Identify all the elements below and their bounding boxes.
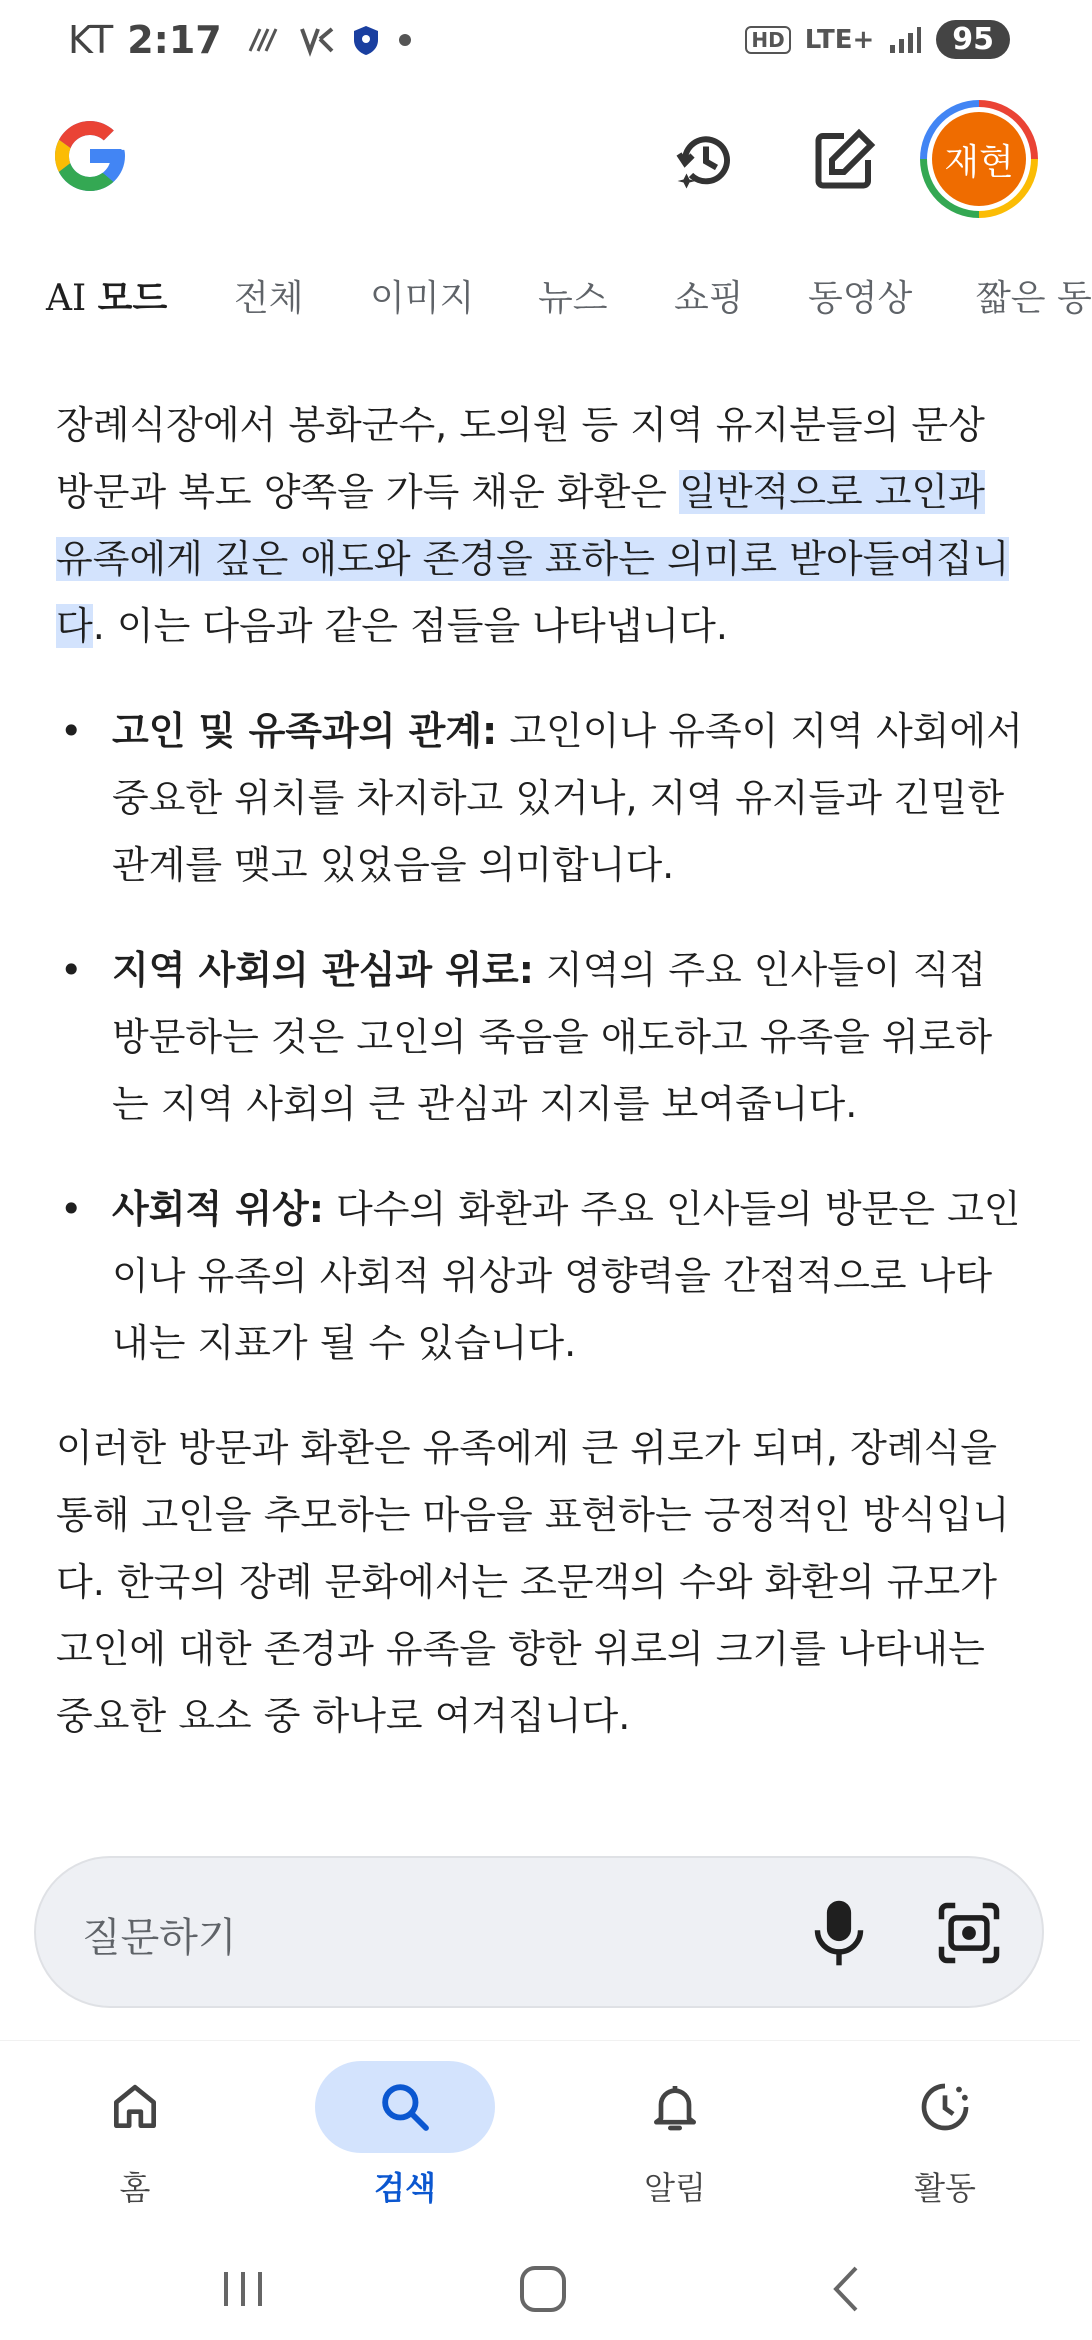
list-item <box>56 937 1026 1138</box>
bottom-navigation <box>0 2040 1080 2261</box>
status-bar <box>0 0 1080 84</box>
ask-input[interactable]: 질문하기 <box>82 1915 237 1961</box>
notification-icons <box>248 24 412 56</box>
closing-paragraph: 이러한 방문과 화환은 유족에게 큰 위로가 되며, 장례식을 통해 고인을 추모하는 마음을 표현하는 긍정적인 방식입니다. 한국의 장례 문화에서는 조문객의 수와 화환의 규모가 고인에 대한 존경과 유족을 향한 위로의 크기를 나타내는 중요한 요소 중 하나로 여겨집니다. <box>56 1426 1010 1738</box>
bullet-icon: • <box>60 709 83 753</box>
avatar-ring <box>927 107 1031 211</box>
microphone-icon[interactable] <box>806 1898 872 1968</box>
nav-home-label: 홈 <box>119 2169 151 2207</box>
home-icon <box>107 2079 163 2135</box>
point-title: 지역 사회의 관심과 위로: <box>112 948 534 992</box>
signal-stripes-icon <box>248 27 282 53</box>
tab-shopping[interactable]: 쇼핑 <box>674 278 744 319</box>
google-logo-icon[interactable] <box>48 114 132 198</box>
nav-notifications[interactable] <box>575 2061 775 2209</box>
system-navigation <box>0 2240 1080 2340</box>
key-points-list <box>56 698 1026 1377</box>
list-item <box>56 698 1026 899</box>
carrier-label: KT <box>68 18 114 62</box>
status-left <box>68 18 412 62</box>
nav-activity-icon-wrap <box>855 2061 1035 2153</box>
search-icon <box>377 2079 433 2135</box>
status-right <box>745 20 1010 59</box>
point-title: 사회적 위상: <box>112 1187 324 1231</box>
activity-icon <box>917 2079 973 2135</box>
nav-search-icon-wrap <box>315 2061 495 2153</box>
intro-tail: . 이는 다음과 같은 점들을 나타냅니다. <box>92 604 728 648</box>
point-text: 고인이나 유족이 지역 사회에서 중요한 위치를 차지하고 있거나, 지역 유지들과 긴밀한 관계를 맺고 있었음을 의미합니다. <box>112 709 1023 887</box>
camera-lens-icon[interactable] <box>936 1900 1002 1966</box>
intro-paragraph <box>56 392 1026 660</box>
battery-level: 95 <box>936 20 1010 59</box>
tab-ai-label: 모드 <box>97 278 168 319</box>
avatar[interactable] <box>920 100 1038 218</box>
intro-text: 장례식장에서 봉화군수, 도의원 등 지역 유지분들의 문상 방문과 복도 양쪽을 가득 채운 화환은 <box>56 403 985 514</box>
bell-icon <box>647 2079 703 2135</box>
tab-videos[interactable]: 동영상 <box>808 278 913 319</box>
edit-icon[interactable] <box>808 124 880 196</box>
nav-search[interactable] <box>305 2061 505 2209</box>
network-label: LTE+ <box>804 24 875 55</box>
nav-search-label: 검색 <box>374 2169 436 2207</box>
nav-home[interactable] <box>35 2061 235 2209</box>
clock: 2:17 <box>127 18 222 62</box>
search-tabs <box>0 270 1092 330</box>
ai-answer <box>56 392 1026 1750</box>
point-text: 지역의 주요 인사들이 직접 방문하는 것은 고인의 죽음을 애도하고 유족을 위로하는 지역 사회의 큰 관심과 지지를 보여줍니다. <box>112 948 993 1126</box>
tab-images[interactable]: 이미지 <box>370 278 475 319</box>
recent-apps-icon[interactable] <box>208 2254 278 2324</box>
history-icon[interactable] <box>670 124 742 196</box>
signal-bars-icon <box>888 25 922 55</box>
ask-bar[interactable] <box>34 1856 1044 2008</box>
avatar-initials: 재현 <box>932 112 1026 206</box>
nav-activity-label: 활동 <box>914 2169 976 2207</box>
tab-short-videos[interactable]: 짧은 동 <box>976 278 1092 319</box>
dot-icon <box>398 33 412 47</box>
app-header <box>0 110 1080 220</box>
nav-notifications-icon-wrap <box>585 2061 765 2153</box>
point-text: 다수의 화환과 주요 인사들의 방문은 고인이나 유족의 사회적 위상과 영향력을 간접적으로 나타내는 지표가 될 수 있습니다. <box>112 1187 1021 1365</box>
nav-notifications-label: 알림 <box>644 2169 706 2207</box>
tab-ai-mode[interactable] <box>46 270 167 321</box>
bullet-icon: • <box>60 1187 83 1231</box>
tab-all[interactable]: 전체 <box>234 278 304 319</box>
back-icon[interactable] <box>812 2254 882 2324</box>
tab-news[interactable]: 뉴스 <box>538 278 608 319</box>
home-button-icon[interactable] <box>508 2254 578 2324</box>
highlighted-text[interactable]: 일반적으로 고인과 유족에게 깊은 애도와 존경을 표하는 의미로 받아들여집니다 <box>56 470 1010 648</box>
vpn-icon <box>300 25 334 55</box>
nav-home-icon-wrap <box>45 2061 225 2153</box>
bullet-icon: • <box>60 948 83 992</box>
tab-ai-prefix: AI <box>46 278 87 319</box>
list-item <box>56 1176 1026 1377</box>
nav-activity[interactable] <box>845 2061 1045 2209</box>
hd-icon: HD <box>745 26 790 54</box>
point-title: 고인 및 유족과의 관계: <box>112 709 498 753</box>
shield-icon <box>352 24 380 56</box>
